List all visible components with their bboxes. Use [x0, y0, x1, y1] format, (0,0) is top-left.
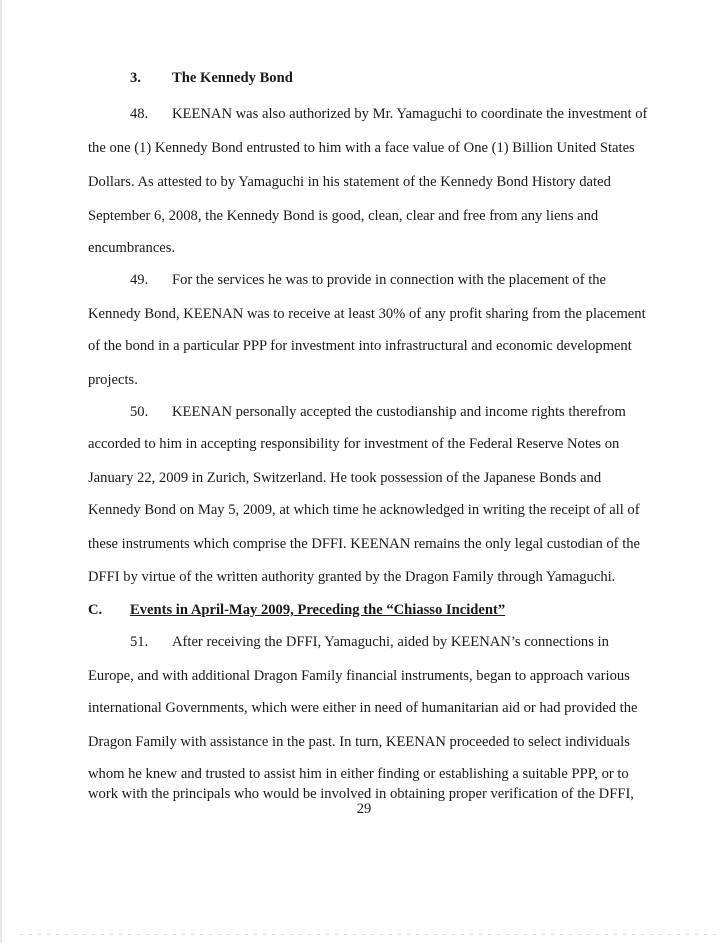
paragraph-number: 51.: [130, 634, 149, 650]
paragraph-line: encumbrances.: [88, 240, 176, 256]
paragraph-line: DFFI by virtue of the written authority granted by the Dragon Family through Yamaguchi.: [88, 569, 616, 585]
paragraph-line: international Governments, which were either in need of humanitarian aid or had provided the: [88, 700, 638, 716]
paragraph-number: 49.: [130, 272, 149, 288]
section-number: 3.: [130, 70, 141, 86]
paragraph-line: work with the principals who would be involved in obtaining proper verification of the DFFI,: [88, 786, 634, 802]
paragraph-line: whom he knew and trusted to assist him in either finding or establishing a suitable PPP, or to: [88, 766, 629, 782]
paragraph-line: KEENAN personally accepted the custodianship and income rights therefrom: [172, 404, 626, 420]
paragraph-line: KEENAN was also authorized by Mr. Yamaguchi to coordinate the investment of: [172, 106, 648, 122]
paragraph-line: September 6, 2008, the Kennedy Bond is good, clean, clear and free from any liens and: [88, 208, 599, 224]
page-number: 29: [356, 801, 372, 817]
paragraph-line: Dragon Family with assistance in the past. In turn, KEENAN proceeded to select individuals: [88, 734, 630, 750]
paragraph-line: For the services he was to provide in connection with the placement of the: [172, 272, 607, 288]
paragraph-line: After receiving the DFFI, Yamaguchi, aided by KEENAN’s connections in: [172, 634, 609, 650]
paragraph-line: Dollars. As attested to by Yamaguchi in his statement of the Kennedy Bond History dated: [88, 174, 611, 190]
section-title: Events in April-May 2009, Preceding the “Chiasso Incident”: [130, 602, 506, 618]
paragraph-number: 48.: [130, 106, 149, 122]
section-title: The Kennedy Bond: [172, 70, 293, 86]
paragraph-line: January 22, 2009 in Zurich, Switzerland. He took possession of the Japanese Bonds and: [88, 470, 602, 486]
paragraph-line: Kennedy Bond, KEENAN was to receive at least 30% of any profit sharing from the placement: [88, 306, 646, 322]
paragraph-line: these instruments which comprise the DFFI. KEENAN remains the only legal custodian of the: [88, 536, 641, 552]
section-letter: C.: [88, 602, 103, 618]
paragraph-line: the one (1) Kennedy Bond entrusted to him with a face value of One (1) Billion United States: [88, 140, 635, 156]
scan-artifact: [20, 934, 718, 935]
paragraph-line: of the bond in a particular PPP for investment into infrastructural and economic development: [88, 338, 632, 354]
paragraph-line: projects.: [88, 372, 138, 388]
paragraph-line: accorded to him in accepting responsibility for investment of the Federal Reserve Notes on: [88, 436, 620, 452]
paragraph-number: 50.: [130, 404, 149, 420]
paragraph-line: Kennedy Bond on May 5, 2009, at which time he acknowledged in writing the receipt of all of: [88, 502, 640, 518]
paragraph-line: Europe, and with additional Dragon Family financial instruments, began to approach various: [88, 668, 630, 684]
